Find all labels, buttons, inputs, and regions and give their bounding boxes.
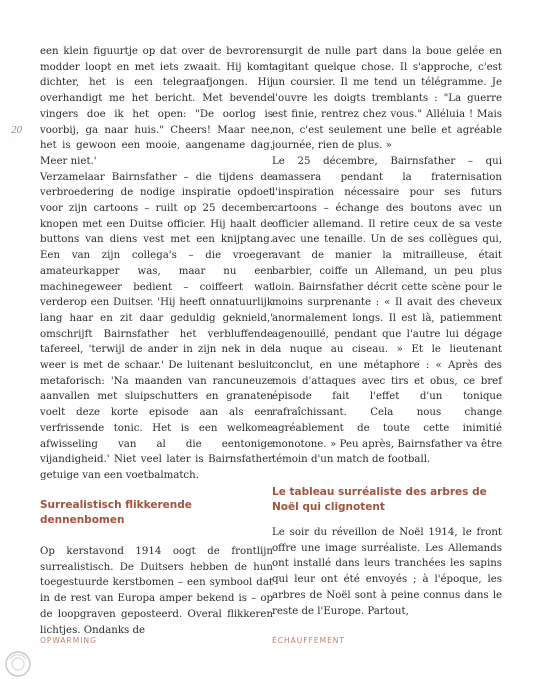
page-number: 20 [11,124,22,136]
left-column-top [40,44,273,484]
french-paragraph-1: surgit de nulle part dans la boue gelée en agitant quelque chose. Il s'approche, c'est un coursier. Il me tend un télégramme. Je l'ouvre les doigts tremblants : "La guerre est finie, rentrez chez vous." Alléluia ! Mais non, c'est seulement une belle et agréable journée, rien de plus. » [272,46,502,152]
french-paragraph-2: Le 25 décembre, Bairnsfather – qui amassera pendant la fraternisation l'inspiration nécessaire pour ses futurs cartoons – échange des boutons avec un officier allemand. Il retire ceux de sa veste avec une tenaille. Un de ses collègues qui, avant de manier la mitrailleuse, était barbier, coiffe un Allemand, un peu plus loin. Bairnsfather décrit cette scène pour le moins surprenante : « Il avait des cheveux anormalement longs. Il est là, patiemment agenouillé, pendant que l'autre lui dégage la nuque au ciseau. » Et le lieutenant conclut, en une métaphore : « Après des mois d'attaques avec tirs et obus, ce bref épisode fait l'effet d'un tonique rafraîchissant. Cela nous change agréablement de toute cette inimitié monotone. » Peu après, Bairnsfather va être témoin d'un match de football. [272,155,502,466]
french-section-heading: Le tableau surréaliste des arbres de Noël qui clignotent [272,486,487,513]
right-section [272,485,502,619]
french-section-text: Le soir du réveillon de Noël 1914, le front offre une image surréaliste. Les Allemands ont installé dans leurs tranchées les sapins qui leur ont été envoyés ; à l'époque, les arbres de Noël sont à peine connus dans le reste de l'Europe. Partout, [272,527,502,617]
footer-french-title: ÉCHAUFFEMENT [272,636,346,645]
right-column-top [272,44,502,468]
dutch-section-heading: Surrealistisch flikkerende dennenbomen [40,499,192,526]
left-section [40,485,273,638]
footer-dutch-title: OPWARMING [40,636,97,645]
dutch-paragraph-1: een klein figuurtje op dat over de bevroren modder loopt en met iets zwaait. Hij komt dichter, het is een telegraafjongen. Hij overhandigt me het bericht. Met bevende vingers doe ik het open: "De oorlog is voorbij, ga naar huis." Cheers! Maar nee, het is gewoon een mooie, aangename dag. Meer niet.' [40,46,273,167]
dutch-section-text: Op kerstavond 1914 oogt de frontlijn surrealistisch. De Duitsers hebben de hun toegestuurde kerstbomen – een symbool dat in de rest van Europa amper bekend is – op de loopgraven geposteerd. Overal flikkeren lichtjes. Ondanks de [40,546,273,636]
dutch-paragraph-2: Verzamelaar Bairnsfather – die tijdens de verbroedering de nodige inspiratie opdoet voor zijn cartoons – ruilt op 25 december knopen met een Duitse officier. Hij haalt de buttons van diens vest met een knijptang. Een van zijn collega's – die vroeger amateurkapper was, maar nu een machinegeweer bedient – coiffeert wat verderop een Duitser. 'Hij heeft onnatuurlijk lang haar en zit daar geduldig geknield,' omschrijft Bairnsfather het verbluffende tafereel, 'terwijl de ander in zijn nek in de weer is met de schaar.' De luitenant besluit metaforisch: 'Na maanden van rancuneuze aanvallen met sluipschutters en granaten voelt deze korte episode aan als een verfrissende tonic. Het is een welkome afwisseling van al die eentonige vijandigheid.' Niet veel later is Bairnsfather getuige van een voetbalmatch. [40,171,273,481]
small-camera-watermark-icon [4,650,32,678]
